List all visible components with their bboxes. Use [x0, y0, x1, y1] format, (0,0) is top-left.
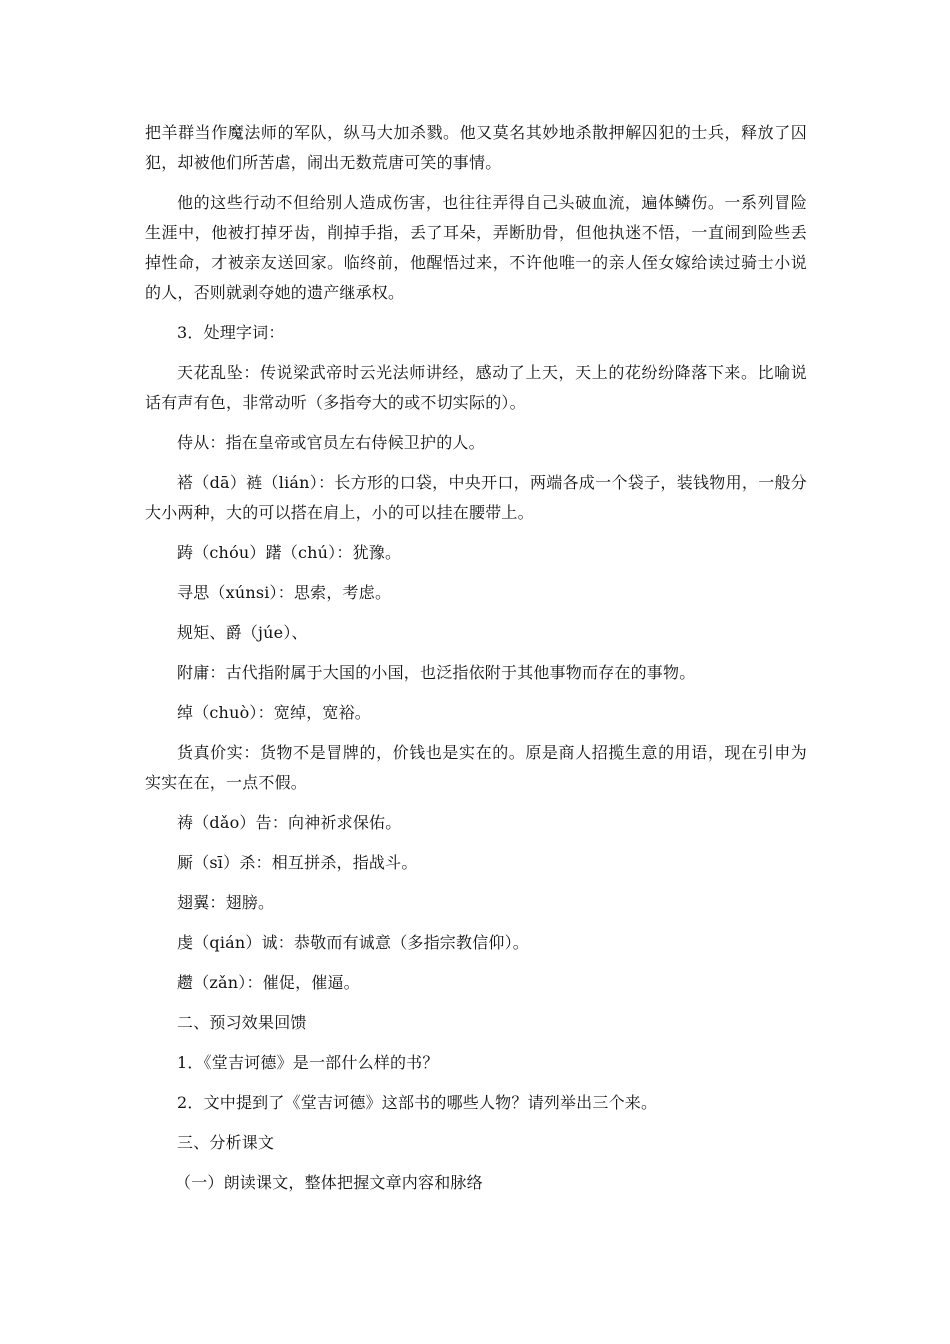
document-body: [145, 118, 807, 1198]
vocab-chiyi: 翅翼：翅膀。: [177, 893, 275, 912]
vocab-huozhenjiashi: 货真价实：货物不是冒牌的，价钱也是实在的。原是商人招揽生意的用语，现在引申为实实在在，一点不假。: [145, 743, 807, 792]
vocab-daogao: 祷（dǎo）告：向神祈求保佑。: [177, 813, 402, 832]
vocab-chouchu: 踌（chóu）躇（chú）：犹豫。: [177, 543, 402, 562]
vocab-shicong: 侍从：指在皇帝或官员左右侍候卫护的人。: [177, 433, 485, 452]
vocab-qiancheng: 虔（qián）诚：恭敬而有诚意（多指宗教信仰）。: [177, 933, 530, 952]
vocab-chuo: 绰（chuò）：宽绰，宽裕。: [177, 703, 372, 722]
vocab-zan: 趱（zǎn）：催促，催逼。: [177, 973, 360, 992]
section-heading-text-analysis: 三、分析课文: [177, 1133, 275, 1152]
vocab-dalian: 褡（dā）裢（lián）：长方形的口袋，中央开口，两端各成一个袋子，装钱物用，一般分大小两种，大的可以搭在肩上，小的可以挂在腰带上。: [145, 473, 807, 522]
vocab-fuyong: 附庸：古代指附属于大国的小国，也泛指依附于其他事物而存在的事物。: [177, 663, 696, 682]
paragraph-plot-summary: 他的这些行动不但给别人造成伤害，也往往弄得自己头破血流，遍体鳞伤。一系列冒险生涯中，他被打掉牙齿，削掉手指，丢了耳朵，弄断肋骨，但他执迷不悟，一直闹到险些丢掉性命，才被亲友送回家。临终前，他醒悟过来，不许他唯一的亲人侄女嫁给读过骑士小说的人，否则就剥夺她的遗产继承权。: [145, 193, 807, 302]
subsection-heading-reading: （一）朗读课文，整体把握文章内容和脉络: [175, 1173, 483, 1192]
vocab-xunsi: 寻思（xúnsi）：思索，考虑。: [177, 583, 392, 602]
section-heading-vocabulary: 3．处理字词：: [177, 323, 285, 342]
paragraph-continuation: 把羊群当作魔法师的军队，纵马大加杀戮。他又莫名其妙地杀散押解囚犯的士兵，释放了囚犯，却被他们所苦虐，闹出无数荒唐可笑的事情。: [145, 123, 807, 172]
question-2: 2．文中提到了《堂吉诃德》这部书的哪些人物？请列举出三个来。: [177, 1093, 658, 1112]
vocab-guiju-jue: 规矩、爵（júe）、: [177, 623, 308, 642]
section-heading-preview-feedback: 二、预习效果回馈: [177, 1013, 307, 1032]
vocab-sisha: 厮（sī）杀：相互拼杀，指战斗。: [177, 853, 418, 872]
question-1: 1．《堂吉诃德》是一部什么样的书？: [177, 1053, 439, 1072]
vocab-tianhualuanzhui: 天花乱坠：传说梁武帝时云光法师讲经，感动了上天，天上的花纷纷降落下来。比喻说话有声有色，非常动听（多指夸大的或不切实际的）。: [145, 363, 807, 412]
